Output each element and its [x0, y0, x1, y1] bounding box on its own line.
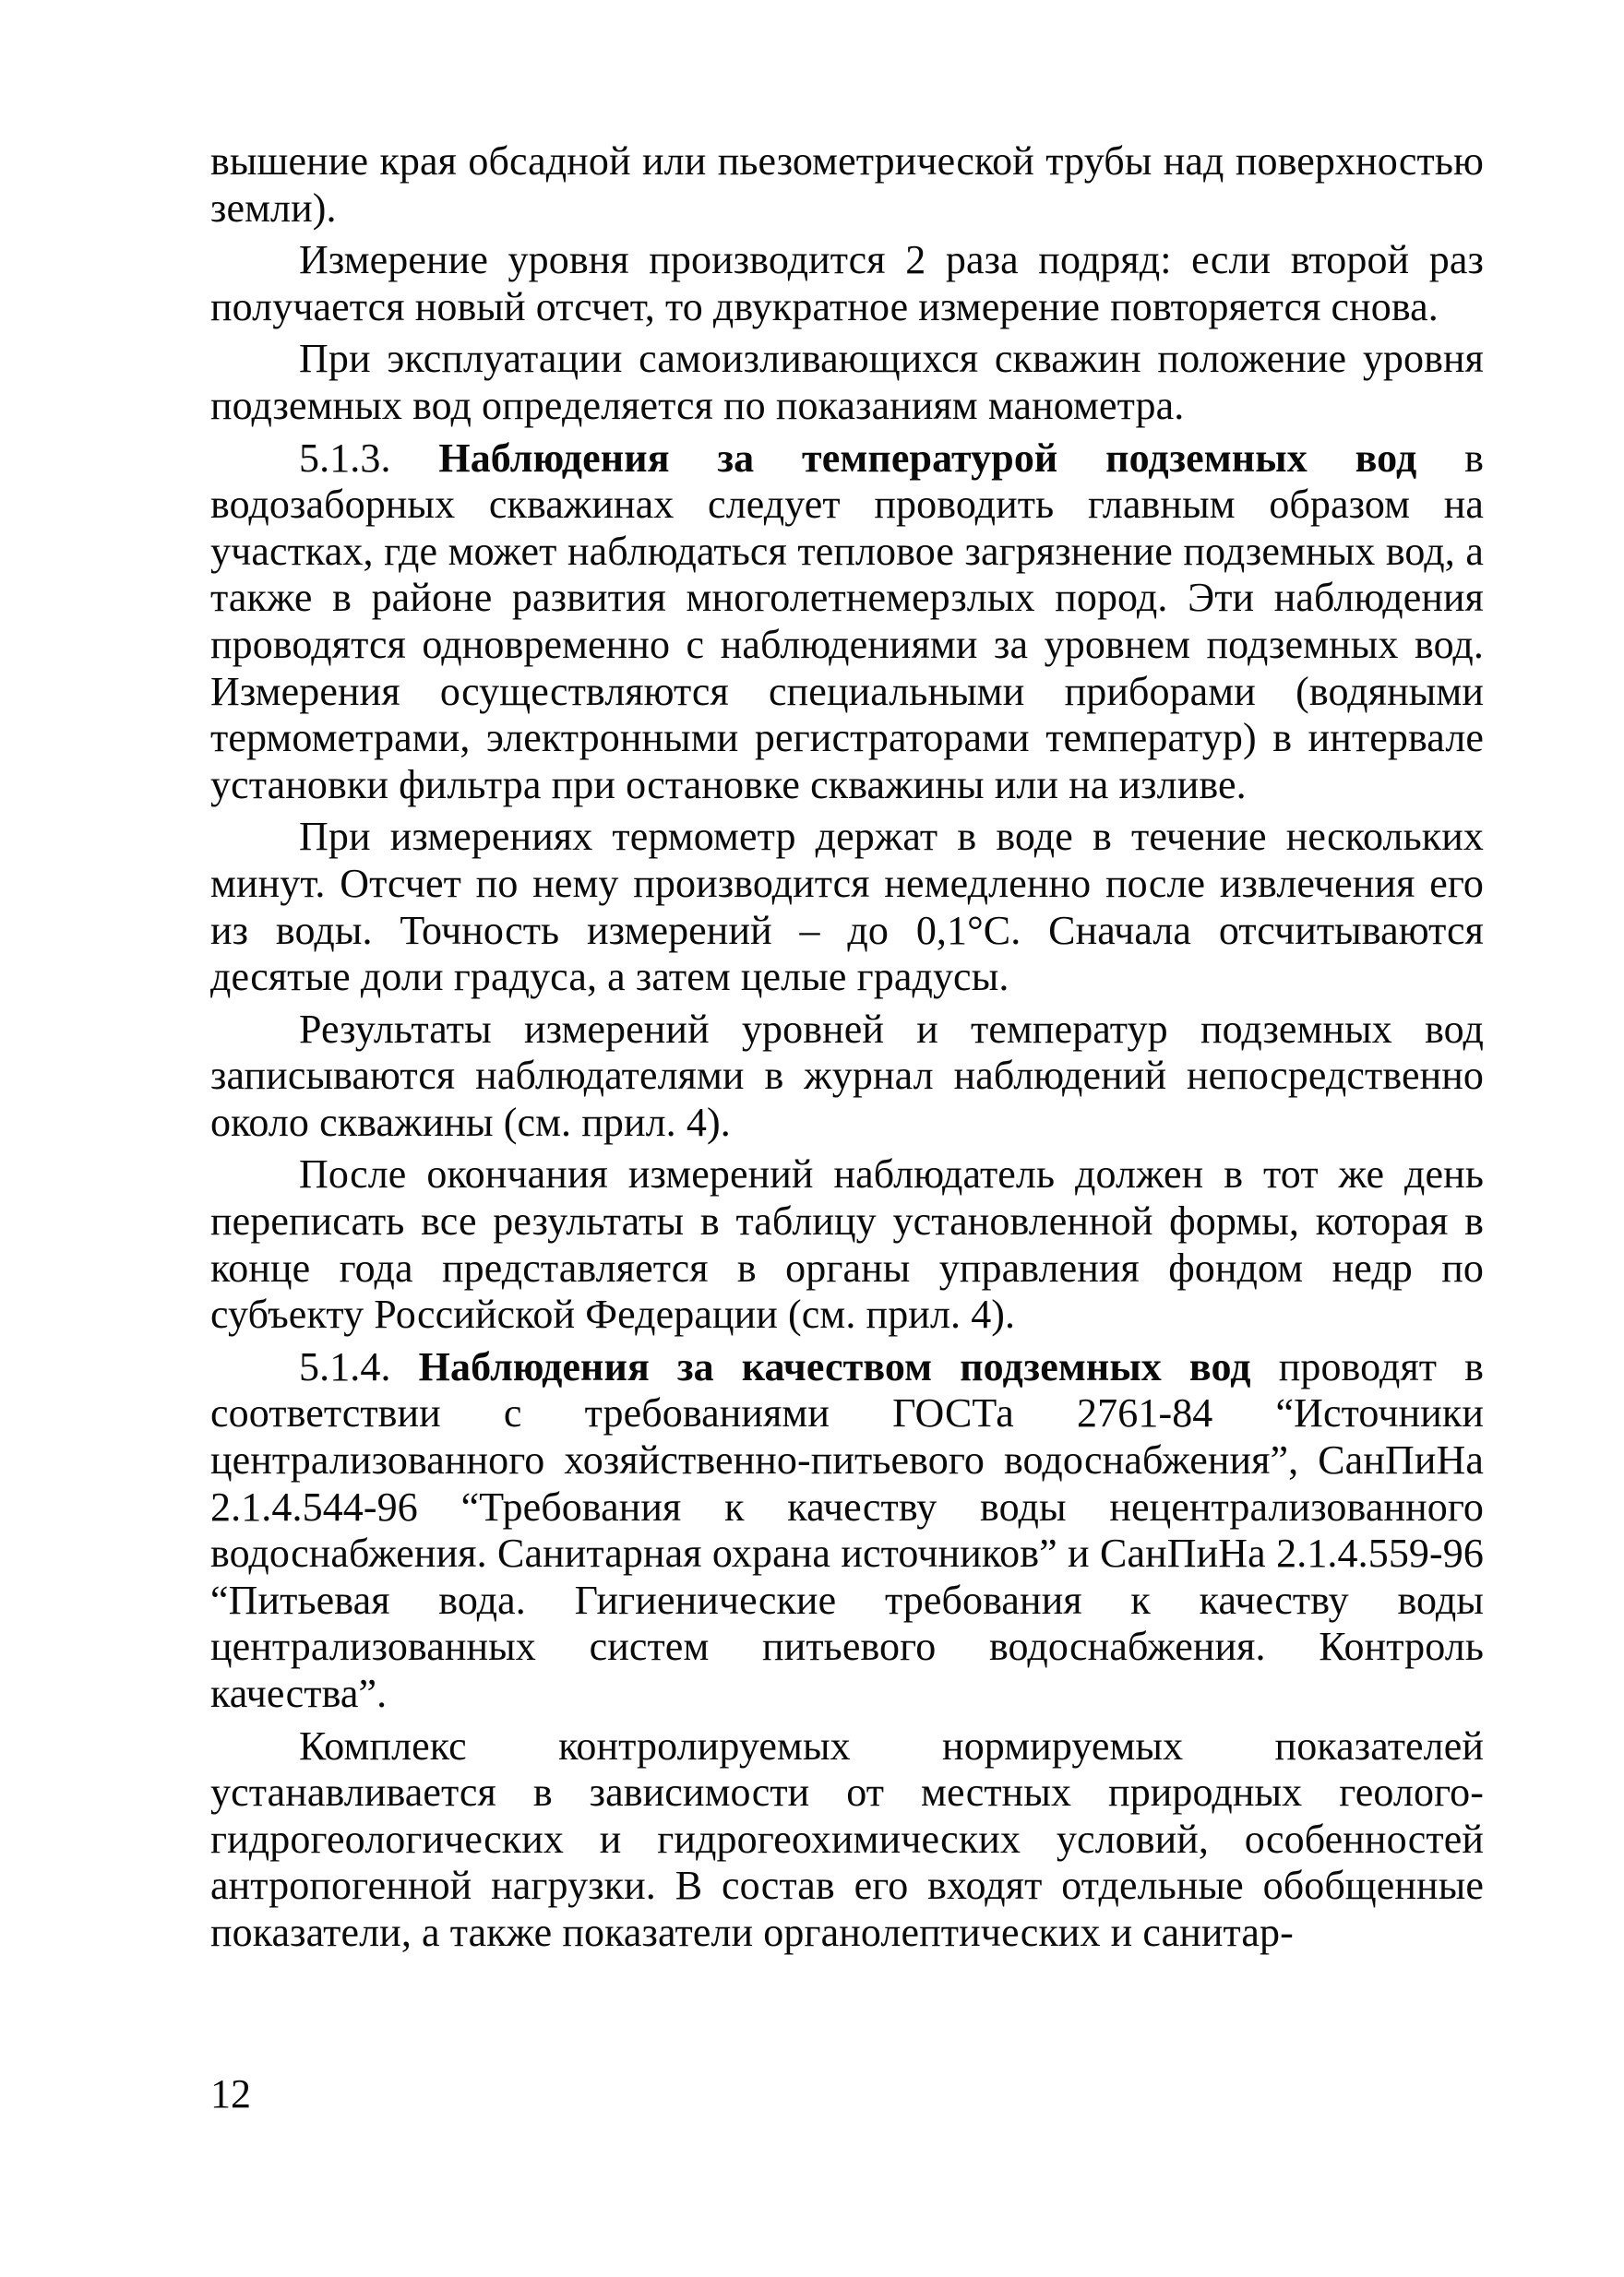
paragraph-text: в водозаборных скважинах следует проводить главным образом на участках, где может наблюдаться тепловое загрязнение подземных вод, а также в районе развития многолетнемерзлых пород. Эти наблюдения проводятся одновременно с наблюдениями за уровнем подземных вод. Измерения осуществляются специальными приборами (водяными термометрами, электронными регистраторами температур) в интервале установки фильтра при остановке скважины или на изливе. [210, 435, 1484, 807]
paragraph-self-flowing-wells [210, 336, 1484, 429]
paragraph-continuation [210, 138, 1484, 232]
body-text [210, 138, 1484, 1962]
paragraph-text: После окончания измерений наблюдатель должен в тот же день переписать все результаты в таблицу установленной формы, которая в конце года представляется в органы управления фондом недр по субъекту Российской Федерации (см. прил. 4). [210, 1151, 1484, 1338]
paragraph-text: При эксплуатации самоизливающихся скважин положение уровня подземных вод определяется по показаниям манометра. [210, 336, 1484, 428]
paragraph-text: Измерение уровня производится 2 раза подряд: если второй раз получается новый отсчет, то двукратное измерение повторяется снова. [210, 237, 1484, 329]
paragraph-level-measurement [210, 237, 1484, 330]
paragraph-indicator-complex [210, 1723, 1484, 1957]
paragraph-text: При измерениях термометр держат в воде в течение нескольких минут. Отсчет по нему производится немедленно после извлечения его из воды. Точность измерений – до 0,1°С. Сначала отсчитываются десятые доли градуса, а затем целые градусы. [210, 814, 1484, 1000]
paragraph-results-journal [210, 1007, 1484, 1147]
section-5-1-3 [210, 435, 1484, 809]
paragraph-text: Комплекс контролируемых нормируемых показателей устанавливается в зависимости от местных природных геолого-гидрогеологических и гидрогеохимических условий, особенностей антропогенной нагрузки. В состав его входят отдельные обобщенные показатели, а также показатели органолептических и санитар- [210, 1723, 1484, 1955]
paragraph-text: проводят в соответствии с требованиями ГОСТа 2761-84 “Источники централизованного хозяйственно-питьевого водоснабжения”, СанПиНа 2.1.4.544-96 “Требования к качеству воды нецентрализованного водоснабжения. Санитарная охрана источников” и СанПиНа 2.1.4.559-96 “Питьевая вода. Гигиенические требования к качеству воды централизованных систем питьевого водоснабжения. Контроль качества”. [210, 1343, 1485, 1716]
paragraph-thermometer [210, 814, 1484, 1000]
section-number: 5.1.3. [299, 435, 391, 481]
section-5-1-4 [210, 1344, 1484, 1718]
paragraph-results-table [210, 1151, 1484, 1338]
page-number: 12 [210, 2071, 251, 2116]
section-heading: Наблюдения за качеством подземных вод [418, 1343, 1251, 1389]
section-number: 5.1.4. [299, 1343, 391, 1389]
paragraph-text: вышение края обсадной или пьезометрической трубы над поверхностью земли). [210, 138, 1484, 231]
paragraph-text: Результаты измерений уровней и температур подземных вод записываются наблюдателями в журнал наблюдений непосредственно около скважины (см. прил. 4). [210, 1006, 1484, 1145]
section-heading: Наблюдения за температурой подземных вод [438, 435, 1417, 481]
